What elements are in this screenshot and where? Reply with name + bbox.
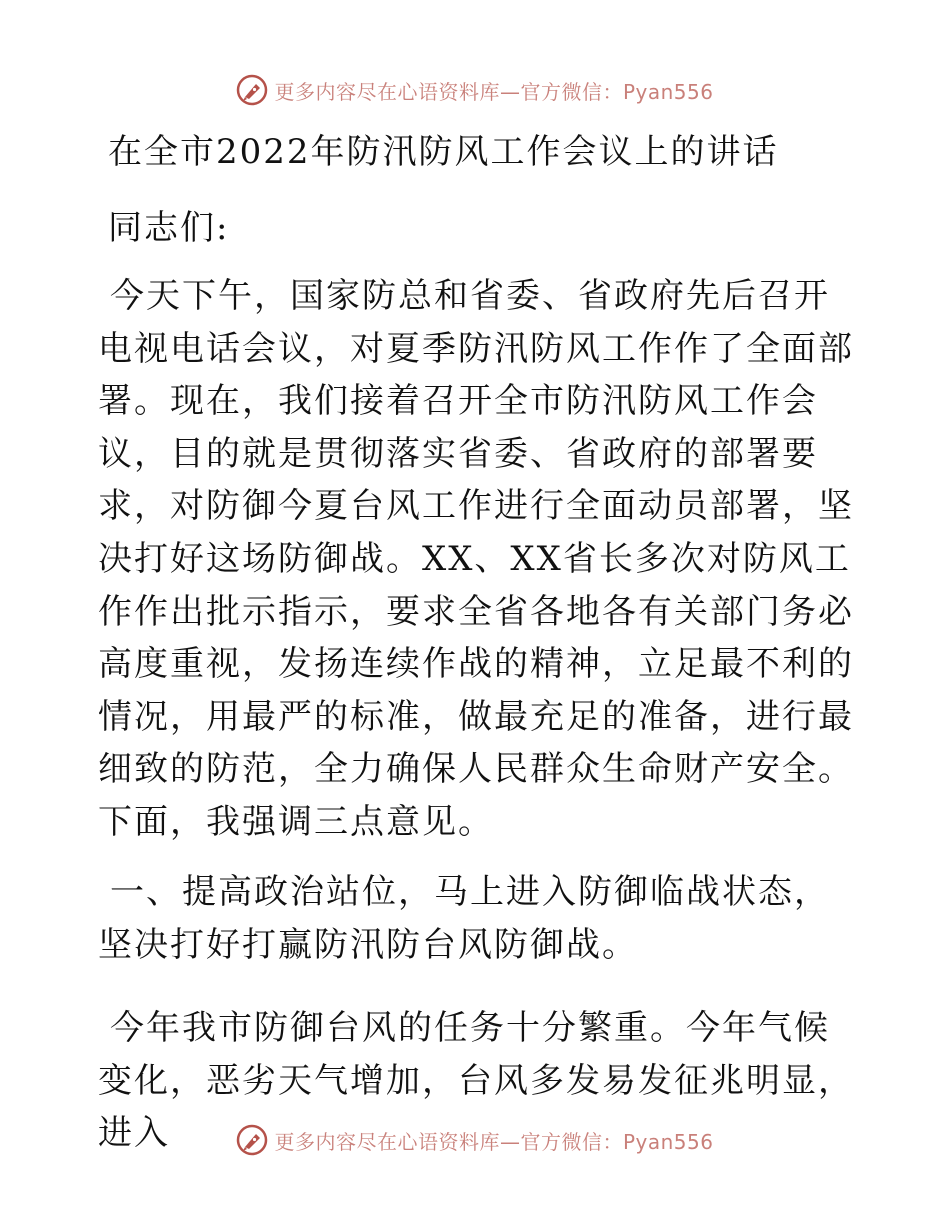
pen-nib-icon	[236, 74, 268, 106]
pen-nib-icon	[236, 1124, 268, 1156]
document-title: 在全市2022年防汛防风工作会议上的讲话	[108, 132, 779, 172]
footer-watermark	[0, 1120, 950, 1160]
salutation: 同志们:	[108, 208, 230, 248]
body-paragraph-intro: 今天下午，国家防总和省委、省政府先后召开电视电话会议，对夏季防汛防风工作作了全面部署。现在，我们接着召开全市防汛防风工作会议，目的就是贯彻落实省委、省政府的部署要求，对防御今夏台风工作进行全面动员部署，坚决打好这场防御战。XX、XX省长多次对防风工作作出批示指示，要求全省各地各有关部门务必高度重视，发扬连续作战的精神，立足最不利的情况，用最严的标准，做最充足的准备，进行最细致的防范，全力确保人民群众生命财产安全。下面，我强调三点意见。	[98, 276, 854, 842]
watermark-text: 更多内容尽在心语资料库—官方微信：Pyan556	[274, 1129, 714, 1154]
body-paragraph-section-one: 今年我市防御台风的任务十分繁重。今年气候变化，恶劣天气增加，台风多发易发征兆明显，进入	[98, 1008, 854, 1154]
watermark-text: 更多内容尽在心语资料库—官方微信：Pyan556	[274, 79, 714, 104]
header-watermark	[0, 70, 950, 110]
section-heading-one: 一、提高政治站位，马上进入防御临战状态，坚决打好打赢防汛防台风防御战。	[98, 872, 830, 965]
